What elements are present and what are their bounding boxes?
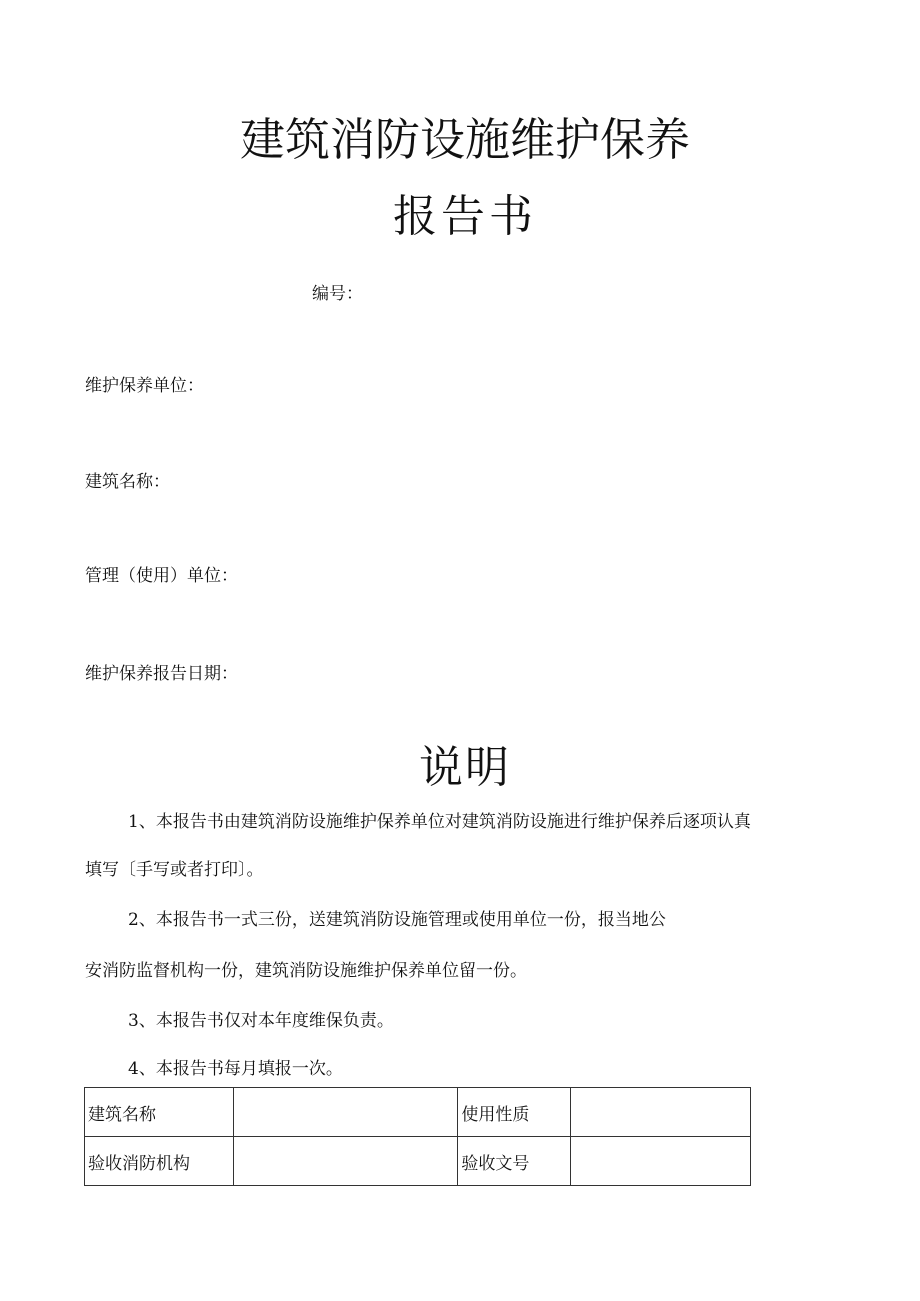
acceptance-agency-value[interactable]	[233, 1137, 458, 1186]
instruction-3: 3、本报告书仅对本年度维保负责。	[128, 1011, 394, 1031]
instruction-2-line1: 2、本报告书一式三份，送建筑消防设施管理或使用单位一份，报当地公	[128, 910, 666, 930]
acceptance-agency-cell: 验收消防机构	[85, 1137, 234, 1186]
management-unit-label: 管理（使用）单位：	[85, 566, 238, 586]
usage-nature-value[interactable]	[571, 1088, 751, 1137]
report-title-line1: 建筑消防设施维护保养	[239, 113, 690, 166]
instruction-1-line2: 填写〔手写或者打印〕。	[85, 860, 264, 880]
acceptance-doc-number-cell: 验收文号	[458, 1137, 571, 1186]
instruction-2-line2: 安消防监督机构一份，建筑消防设施维护保养单位留一份。	[85, 961, 527, 981]
building-name-label: 建筑名称：	[85, 472, 170, 492]
table-row	[85, 1137, 751, 1186]
instructions-heading: 说明	[419, 742, 511, 793]
maintenance-unit-label: 维护保养单位：	[85, 376, 204, 396]
instruction-1-line1: 1、本报告书由建筑消防设施维护保养单位对建筑消防设施进行维护保养后逐项认真	[128, 812, 751, 832]
instruction-4: 4、本报告书每月填报一次。	[128, 1059, 343, 1079]
building-name-value[interactable]	[233, 1088, 458, 1137]
usage-nature-cell: 使用性质	[458, 1088, 571, 1137]
table-row	[85, 1088, 751, 1137]
building-name-cell: 建筑名称	[85, 1088, 234, 1137]
building-info-table	[84, 1087, 751, 1186]
report-date-label: 维护保养报告日期：	[85, 664, 238, 684]
serial-number-label: 编号：	[312, 284, 363, 304]
acceptance-doc-number-value[interactable]	[571, 1137, 751, 1186]
report-title-line2: 报告书	[393, 191, 537, 242]
